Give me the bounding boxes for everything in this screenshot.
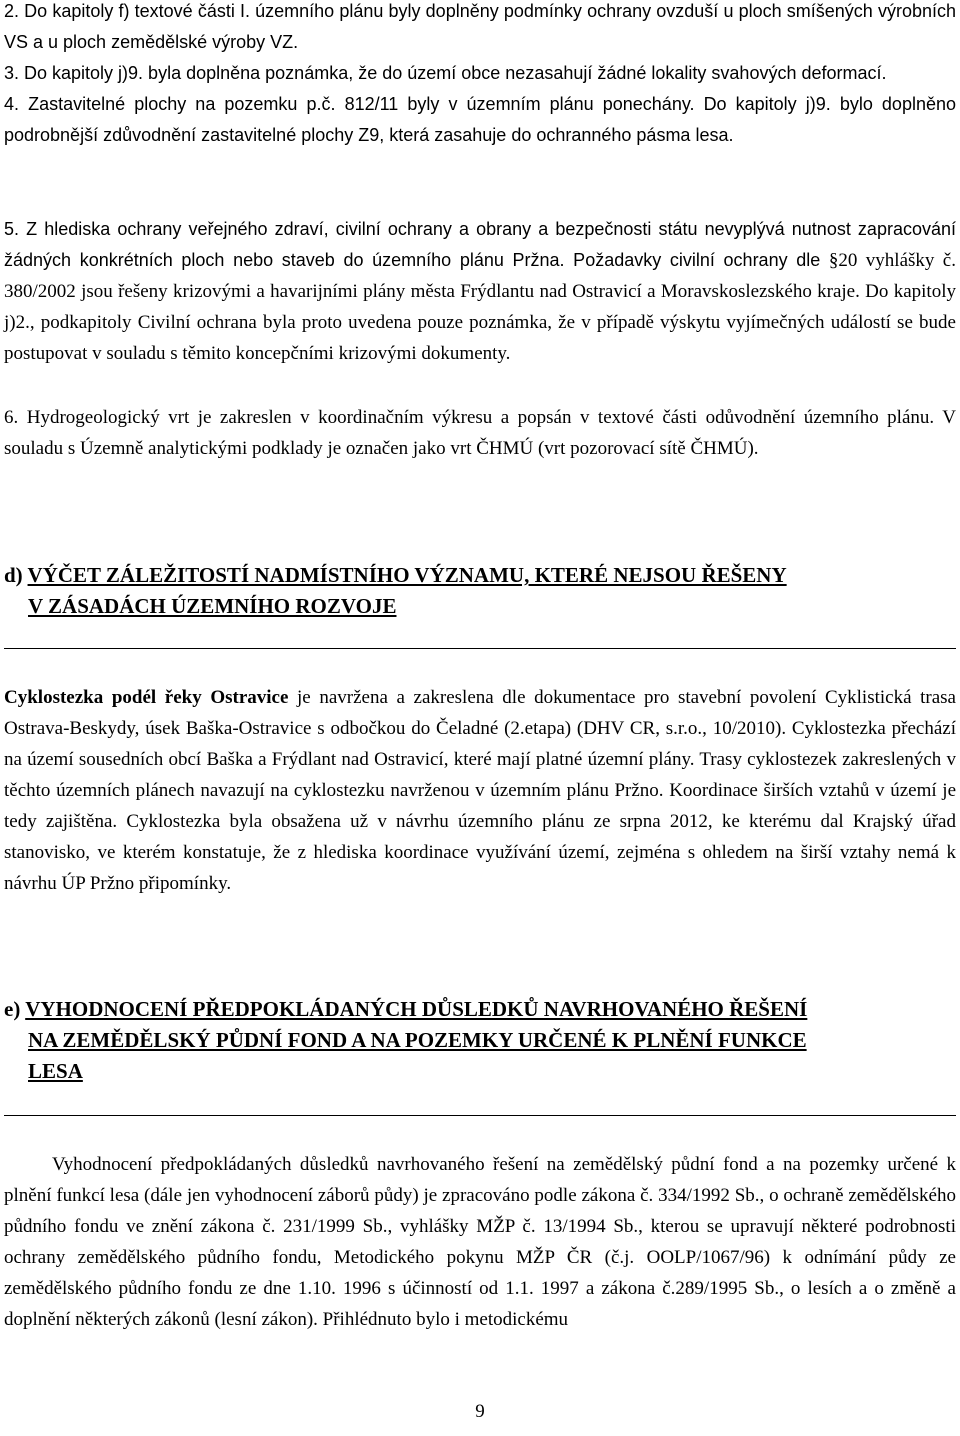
section-e-body: [4, 1149, 956, 1335]
item-3: 3. Do kapitoly j)9. byla doplněna poznámka, že do území obce nezasahují žádné lokality svahových deformací.: [4, 63, 887, 83]
section-d-prefix: d): [4, 563, 28, 587]
section-d-title-line1: VÝČET ZÁLEŽITOSTÍ NADMÍSTNÍHO VÝZNAMU, KTERÉ NEJSOU ŘEŠENY: [27, 563, 787, 587]
section-d-body: [4, 682, 956, 899]
page-number: 9: [475, 1401, 485, 1422]
section-e-paragraph: Vyhodnocení předpokládaných důsledků navrhovaného řešení na zemědělský půdní fond a na pozemky určené k plnění funkcí lesa (dále jen vyhodnocení záborů půdy) je zpracováno podle zákona č. 334/1992 Sb., o ochraně zemědělského půdního fondu ve znění zákona č. 231/1999 Sb., vyhlášky MŽP č. 13/1994 Sb., kterou se upravují některé podrobnosti ochrany zemědělského půdního fondu, Metodického pokynu MŽP ČR (č.j. OOLP/1067/96) k odnímání půdy ze zemědělského půdního fondu ze dne 1.10. 1996 s účinností od 1.1. 1997 a zákona č.289/1995 Sb., o lesích a o změně a doplnění některých zákonů (lesní zákon). Přihlédnuto bylo i metodickému: [4, 1154, 956, 1330]
section-e-title-line3: LESA: [28, 1059, 83, 1083]
item-5-text-serif: §20 vyhlášky č. 380/2002 jsou řešeny krizovými a havarijními plány města Frýdlantu nad Ostravicí a Moravskoslezského kraje. Do kapitoly j)2., podkapitoly Civilní ochrana byla proto uvedena pouze poznámka, že v případě výskytu vyjímečných událostí se bude postupovat v souladu s těmito koncepčními krizovými dokumenty.: [4, 250, 956, 364]
item-4: 4. Zastavitelné plochy na pozemku p.č. 812/11 byly v územním plánu ponechány. Do kapitoly j)9. bylo doplněno podrobnější zdůvodnění zastavitelné plochy Z9, která zasahuje do ochranného pásma lesa.: [4, 94, 956, 145]
section-e-title-line2: NA ZEMĚDĚLSKÝ PŮDNÍ FOND A NA POZEMKY URČENÉ K PLNĚNÍ FUNKCE: [28, 1028, 807, 1052]
item-6-paragraph: 6. Hydrogeologický vrt je zakreslen v koordinačním výkresu a popsán v textové části odůvodnění územního plánu. V souladu s Územně analytickými podklady je označen jako vrt ČHMÚ (vrt pozorovací sítě ČHMÚ).: [4, 407, 956, 459]
section-d-rule: [4, 648, 956, 649]
section-e-title-line1: VYHODNOCENÍ PŘEDPOKLÁDANÝCH DŮSLEDKŮ NAVRHOVANÉHO ŘEŠENÍ: [25, 997, 808, 1021]
section-d-paragraph: [4, 682, 956, 899]
item-5: [4, 214, 956, 369]
section-d-lead: Cyklostezka podél řeky Ostravice: [4, 687, 289, 708]
section-e-prefix: e): [4, 997, 26, 1021]
section-e-heading: [4, 994, 956, 1087]
item-5-text-sans: Z hlediska ochrany veřejného zdraví, civilní ochrany a obrany a bezpečnosti státu nevyplývá nutnost zapracování žádných konkrétních ploch nebo staveb do územního plánu Pržna. Požadavky civilní ochrany dle: [4, 219, 956, 270]
item-2: 2. Do kapitoly f) textové části I. územního plánu byly doplněny podmínky ochrany ovzduší u ploch smíšených výrobních VS a u ploch zemědělské výroby VZ.: [4, 1, 956, 52]
intro-items-sans: [4, 0, 956, 151]
section-d-text: je navržena a zakreslena dle dokumentace pro stavební povolení Cyklistická trasa Ostrava-Beskydy, úsek Baška-Ostravice s odbočkou do Čeladné (2.etapa) (DHV CR, s.r.o., 10/2010). Cyklostezka přechází na území sousedních obcí Baška a Frýdlant nad Ostravicí, které mají platné územní plány. Trasy cyklostezek zakreslených v těchto územních plánech navazují na cyklostezku navrženou v územním plánu Pržno. Koordinace širších vztahů v území je tedy zajištěna. Cyklostezka byla obsažena už v návrhu územního plánu ze srpna 2012, ke kterému dal Krajský úřad stanovisko, ve kterém konstatuje, že z hlediska koordinace využívání území, zejména s ohledem na širší vztahy nemá k návrhu ÚP Pržno připomínky.: [4, 687, 956, 894]
section-d-title-line2: V ZÁSADÁCH ÚZEMNÍHO ROZVOJE: [28, 594, 397, 618]
section-e-rule: [4, 1115, 956, 1116]
item-6: [4, 402, 956, 464]
item-5-number: 5.: [4, 219, 20, 239]
item-5-paragraph: [4, 214, 956, 369]
section-d-heading: [4, 560, 956, 622]
